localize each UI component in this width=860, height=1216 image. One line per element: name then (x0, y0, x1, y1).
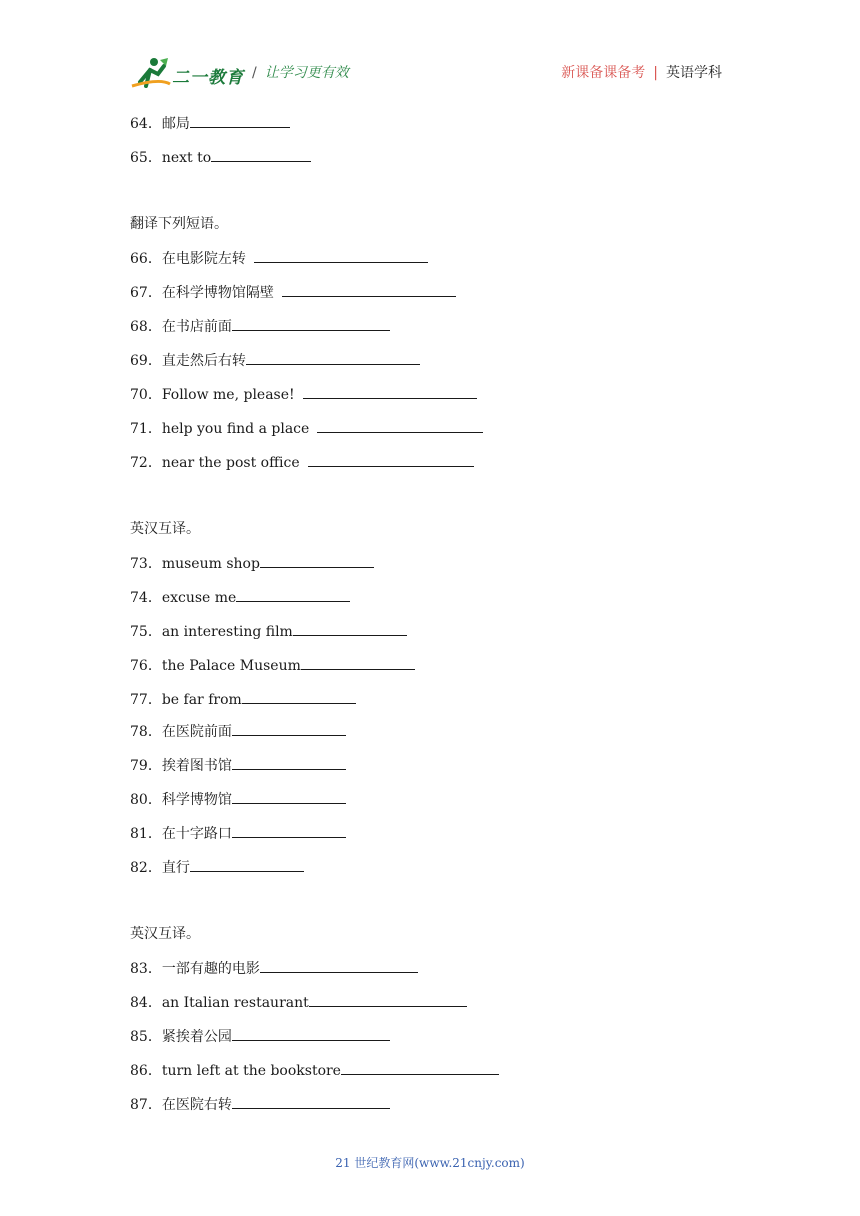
answer-blank[interactable] (317, 418, 483, 433)
answer-blank[interactable] (232, 1094, 390, 1109)
item-number: 79． (130, 758, 162, 774)
header-course-label: 新课备课备考 (561, 65, 646, 81)
answer-blank[interactable] (232, 721, 346, 736)
answer-blank[interactable] (293, 621, 407, 636)
exercise-item (130, 282, 456, 302)
answer-blank[interactable] (232, 1026, 390, 1041)
logo-text: 二一教育 (172, 68, 244, 88)
item-text: the Palace Museum (161, 658, 301, 674)
exercise-item (130, 857, 304, 877)
item-text: 在十字路口 (161, 826, 232, 842)
item-text: 在书店前面 (161, 319, 232, 335)
item-number: 87． (130, 1097, 162, 1113)
exercise-item (130, 248, 428, 268)
item-text: an Italian restaurant (161, 995, 309, 1011)
item-number: 73． (130, 556, 162, 572)
exercise-item (130, 384, 477, 404)
exercise-item (130, 992, 467, 1012)
item-text: 紧挨着公园 (161, 1029, 232, 1045)
item-number: 70． (130, 387, 162, 403)
item-number: 80． (130, 792, 162, 808)
exercise-item (130, 823, 346, 843)
answer-blank[interactable] (232, 823, 346, 838)
exercise-item (130, 1026, 390, 1046)
exercise-item (130, 452, 474, 472)
page-footer[interactable]: 21 世纪教育网(www.21cnjy.com) (335, 1156, 525, 1170)
answer-blank[interactable] (309, 992, 467, 1007)
item-number: 71． (130, 421, 162, 437)
header-subject-label: 英语学科 (666, 65, 722, 81)
slogan (252, 62, 349, 82)
item-number: 76． (130, 658, 162, 674)
item-text: near the post office (161, 455, 300, 471)
item-text: museum shop (161, 556, 260, 572)
item-text: 直走然后右转 (161, 353, 246, 369)
answer-blank[interactable] (236, 587, 350, 602)
header-separator: | (653, 65, 658, 81)
item-number: 68． (130, 319, 162, 335)
exercise-item (130, 1060, 499, 1080)
exercise-item (130, 147, 311, 167)
answer-blank[interactable] (260, 553, 374, 568)
item-number: 72． (130, 455, 162, 471)
item-number: 75． (130, 624, 162, 640)
item-text: 邮局 (161, 116, 190, 132)
item-text: excuse me (161, 590, 237, 606)
exercise-item (130, 721, 346, 741)
item-text: 一部有趣的电影 (161, 961, 260, 977)
exercise-item (130, 789, 346, 809)
exercise-item (130, 587, 350, 607)
item-number: 82． (130, 860, 162, 876)
item-text: an interesting film (161, 624, 293, 640)
answer-blank[interactable] (232, 789, 346, 804)
slogan-text: 让学习更有效 (264, 65, 349, 81)
exercise-item (130, 316, 390, 336)
item-number: 66． (130, 251, 162, 267)
answer-blank[interactable] (190, 113, 290, 128)
item-number: 69． (130, 353, 162, 369)
item-number: 65． (130, 150, 162, 166)
item-number: 83． (130, 961, 162, 977)
item-number: 86． (130, 1063, 162, 1079)
answer-blank[interactable] (303, 384, 477, 399)
answer-blank[interactable] (246, 350, 420, 365)
answer-blank[interactable] (260, 958, 418, 973)
item-text: next to (161, 150, 212, 166)
page-header (0, 0, 860, 100)
answer-blank[interactable] (242, 689, 356, 704)
section-heading: 英汉互译。 (130, 521, 200, 537)
item-text: 在医院前面 (161, 724, 232, 740)
exercise-item (130, 655, 415, 675)
exercise-item (130, 418, 483, 438)
item-text: 科学博物馆 (161, 792, 232, 808)
item-number: 64． (130, 116, 162, 132)
exercise-item (130, 113, 290, 133)
item-text: 在医院右转 (161, 1097, 232, 1113)
item-text: 在科学博物馆隔壁 (161, 285, 274, 301)
header-right (561, 62, 722, 82)
item-text: turn left at the bookstore (161, 1063, 341, 1079)
answer-blank[interactable] (232, 316, 390, 331)
exercise-item (130, 689, 356, 709)
item-text: help you find a place (161, 421, 310, 437)
answer-blank[interactable] (341, 1060, 499, 1075)
answer-blank[interactable] (301, 655, 415, 670)
answer-blank[interactable] (282, 282, 456, 297)
item-text: be far from (161, 692, 242, 708)
answer-blank[interactable] (190, 857, 304, 872)
section-heading: 翻译下列短语。 (130, 216, 228, 232)
exercise-item (130, 755, 346, 775)
exercise-item (130, 1094, 390, 1114)
item-number: 81． (130, 826, 162, 842)
section-heading: 英汉互译。 (130, 926, 200, 942)
item-number: 74． (130, 590, 162, 606)
item-text: 直行 (161, 860, 190, 876)
exercise-item (130, 553, 374, 573)
item-number: 77． (130, 692, 162, 708)
item-number: 84． (130, 995, 162, 1011)
slogan-slash: / (252, 65, 257, 81)
exercise-item (130, 958, 418, 978)
item-text: 在电影院左转 (161, 251, 246, 267)
item-text: Follow me, please! (161, 387, 295, 403)
answer-blank[interactable] (232, 755, 346, 770)
item-number: 67． (130, 285, 162, 301)
item-number: 78． (130, 724, 162, 740)
item-text: 挨着图书馆 (161, 758, 232, 774)
item-number: 85． (130, 1029, 162, 1045)
answer-blank[interactable] (308, 452, 474, 467)
exercise-item (130, 621, 407, 641)
answer-blank[interactable] (254, 248, 428, 263)
exercise-item (130, 350, 420, 370)
answer-blank[interactable] (211, 147, 311, 162)
